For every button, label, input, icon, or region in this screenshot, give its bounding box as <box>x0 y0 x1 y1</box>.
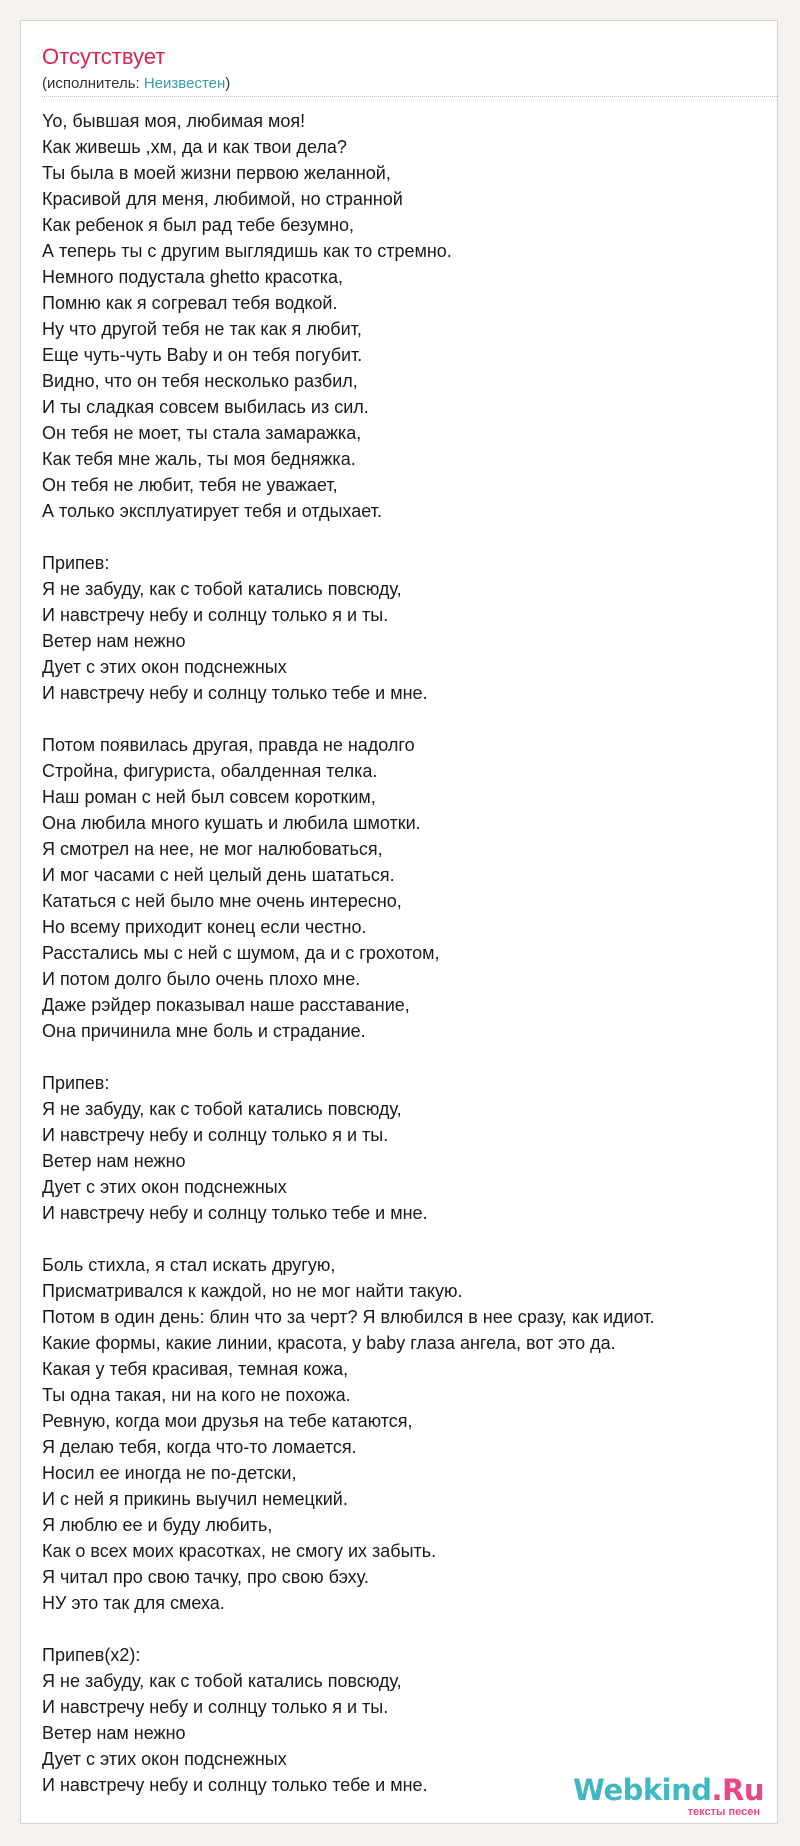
song-title: Отсутствует <box>42 44 166 69</box>
lyric-line: Ветер нам нежно <box>42 1151 186 1171</box>
lyric-line: Ты одна такая, ни на кого не похожа. <box>42 1385 351 1405</box>
lyric-line: Как тебя мне жаль, ты моя бедняжка. <box>42 449 356 469</box>
lyric-line: Потом появилась другая, правда не надолго <box>42 735 415 755</box>
lyric-line: А только эксплуатирует тебя и отдыхает. <box>42 501 382 521</box>
webkind-logo[interactable] <box>572 1773 764 1819</box>
title-divider <box>42 96 779 97</box>
lyric-line: И навстречу небу и солнцу только я и ты. <box>42 605 389 625</box>
lyric-line: И с ней я прикинь выучил немецкий. <box>42 1489 348 1509</box>
lyric-line: И ты сладкая совсем выбилась из сил. <box>42 397 369 417</box>
lyric-line: Припев(x2): <box>42 1645 141 1665</box>
lyric-line: Видно, что он тебя несколько разбил, <box>42 371 358 391</box>
lyrics-body <box>42 108 772 1798</box>
lyric-line: Как о всех моих красотках, не смогу их забыть. <box>42 1541 437 1561</box>
lyric-line: Она причинила мне боль и страдание. <box>42 1021 366 1041</box>
artist-link[interactable]: Неизвестен <box>143 75 226 92</box>
lyrics-card <box>20 20 778 1824</box>
lyric-line: Дует с этих окон подснежных <box>42 1749 287 1769</box>
lyric-line: И навстречу небу и солнцу только тебе и мне. <box>42 683 428 703</box>
lyric-line: Наш роман с ней был совсем коротким, <box>42 787 376 807</box>
lyric-line: И мог часами с ней целый день шататься. <box>42 865 395 885</box>
lyric-line: Ветер нам нежно <box>42 631 186 651</box>
webkind-logo-brand: Webkind <box>572 1773 712 1807</box>
lyric-line: Кататься с ней было мне очень интересно, <box>42 891 402 911</box>
lyric-line: Немного подустала ghetto красотка, <box>42 267 344 287</box>
lyric-line: И навстречу небу и солнцу только я и ты. <box>42 1697 389 1717</box>
lyric-line: Какая у тебя красивая, темная кожа, <box>42 1359 349 1379</box>
lyric-blank-line <box>42 1226 772 1252</box>
lyric-line: Я не забуду, как с тобой катались повсюду, <box>42 1671 402 1691</box>
lyric-line: Потом в один день: блин что за черт? Я влюбился в нее сразу, как идиот. <box>42 1307 655 1327</box>
lyric-line: Носил ее иногда не по-детски, <box>42 1463 297 1483</box>
lyric-line: Боль стихла, я стал искать другую, <box>42 1255 336 1275</box>
lyric-line: Ну что другой тебя не так как я любит, <box>42 319 362 339</box>
lyric-line: Я смотрел на нее, не мог налюбоваться, <box>42 839 383 859</box>
lyric-line: И потом долго было очень плохо мне. <box>42 969 361 989</box>
lyric-line: И навстречу небу и солнцу только я и ты. <box>42 1125 389 1145</box>
lyric-blank-line <box>42 1616 772 1642</box>
lyric-line: Ревную, когда мои друзья на тебе катаются, <box>42 1411 413 1431</box>
lyric-line: Я делаю тебя, когда что-то ломается. <box>42 1437 357 1457</box>
lyric-line: Как ребенок я был рад тебе безумно, <box>42 215 355 235</box>
lyric-line: Но всему приходит конец если честно. <box>42 917 367 937</box>
lyric-line: Она любила много кушать и любила шмотки. <box>42 813 421 833</box>
lyric-line: Красивой для меня, любимой, но странной <box>42 189 403 209</box>
lyric-line: Ты была в моей жизни первою желанной, <box>42 163 391 183</box>
lyric-line: И навстречу небу и солнцу только тебе и мне. <box>42 1775 428 1795</box>
artist-line <box>42 74 230 94</box>
artist-suffix: ) <box>225 75 231 92</box>
lyric-line: Я читал про свою тачку, про свою бэху. <box>42 1567 369 1587</box>
lyric-line: Он тебя не любит, тебя не уважает, <box>42 475 338 495</box>
lyric-line: Дует с этих окон подснежных <box>42 1177 287 1197</box>
lyric-line: Ветер нам нежно <box>42 1723 186 1743</box>
lyric-line: Как живешь ,хм, да и как твои дела? <box>42 137 347 157</box>
lyric-blank-line <box>42 706 772 732</box>
lyric-line: Присматривался к каждой, но не мог найти такую. <box>42 1281 463 1301</box>
artist-prefix: (исполнитель: <box>42 75 144 92</box>
webkind-logo-text <box>573 1773 764 1807</box>
lyric-line: Я не забуду, как с тобой катались повсюду, <box>42 579 402 599</box>
lyric-blank-line <box>42 524 772 550</box>
lyric-line: Какие формы, какие линии, красота, у baby глаза ангела, вот это да. <box>42 1333 616 1353</box>
lyric-line: Расстались мы с ней с шумом, да и с грохотом, <box>42 943 440 963</box>
lyric-line: Я люблю ее и буду любить, <box>42 1515 273 1535</box>
lyric-line: НУ это так для смеха. <box>42 1593 225 1613</box>
lyric-line: Даже рэйдер показывал наше расставание, <box>42 995 410 1015</box>
lyric-line: Припев: <box>42 1073 110 1093</box>
lyric-line: Помню как я согревал тебя водкой. <box>42 293 338 313</box>
webkind-logo-tagline: тексты песен <box>687 1806 760 1818</box>
lyric-line: Припев: <box>42 553 110 573</box>
webkind-logo-tld: .Ru <box>711 1773 764 1807</box>
lyric-line: И навстречу небу и солнцу только тебе и мне. <box>42 1203 428 1223</box>
lyric-line: Дует с этих окон подснежных <box>42 657 287 677</box>
lyric-line: А теперь ты с другим выглядишь как то стремно. <box>42 241 452 261</box>
lyric-line: Стройна, фигуриста, обалденная телка. <box>42 761 378 781</box>
lyric-line: Я не забуду, как с тобой катались повсюду, <box>42 1099 402 1119</box>
lyric-line: Yo, бывшая моя, любимая моя! <box>42 111 306 131</box>
lyric-blank-line <box>42 1044 772 1070</box>
lyric-line: Еще чуть-чуть Baby и он тебя погубит. <box>42 345 363 365</box>
lyric-line: Он тебя не моет, ты стала замаражка, <box>42 423 362 443</box>
